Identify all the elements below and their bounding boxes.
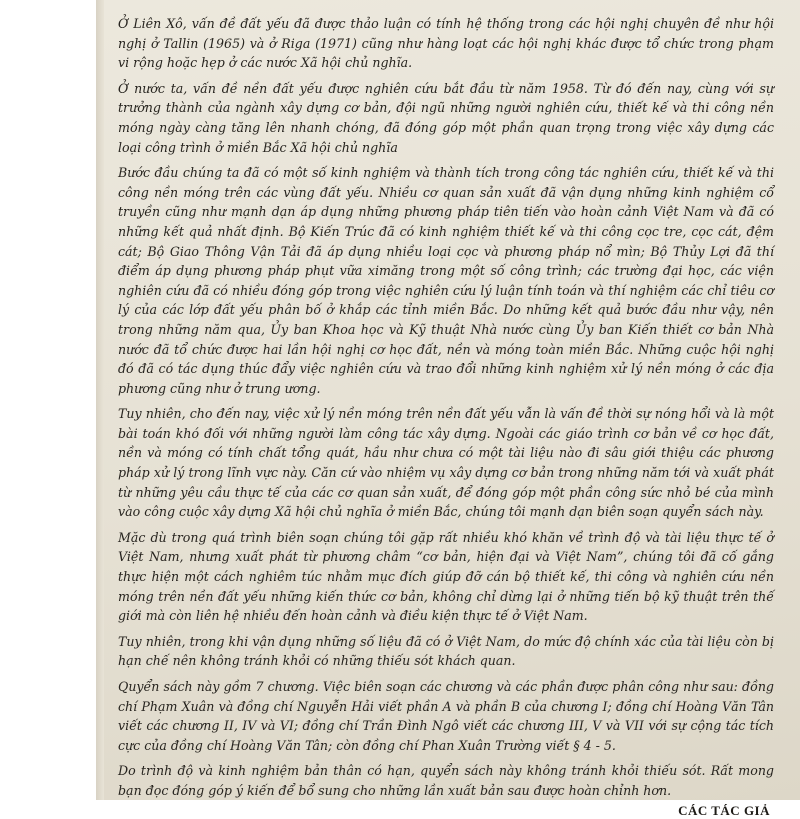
authors-signature: CÁC TÁC GIẢ — [678, 802, 770, 818]
paragraph-data-limitations: Tuy nhiên, trong khi vận dụng những số liệu đã có ở Việt Nam, do mức độ chính xác của tài liệu còn bị hạn chế nên không tránh khỏi có những thiếu sót khách quan. — [118, 633, 774, 669]
paragraph-chapter-authors: Quyển sách này gồm 7 chương. Việc biên soạn các chương và các phần được phân công như sau: đồng chí Phạm Xuân và đồng chí Nguyễn Hải viết phần A và phần B của chương I; đồng chí Hoàng Văn Tân viết các chương II, IV và VI; đồng chí Trần Đình Ngô viết các chương III, V và VII với sự cộng tác tích cực của đồng chí Hoàng Văn Tân; còn đồng chí Phan Xuân Trường viết § 4 - 5. — [118, 679, 774, 753]
background-margin — [0, 0, 96, 800]
book-page — [104, 0, 800, 818]
paragraph-current-problem: Tuy nhiên, cho đến nay, việc xử lý nền móng trên nền đất yếu vẫn là vấn đề thời sự nóng hổi và là một bài toán khó đối với những người làm công tác xây dựng. Ngoài các giáo trình cơ bản về cơ học đất, nền và móng có tính chất tổng quát, hầu như chưa có một tài liệu nào đi sâu giới thiệu các phương pháp xử lý trong lĩnh vực này. Căn cứ vào nhiệm vụ xây dựng cơ bản trong những năm tới và xuất phát từ những yêu cầu thực tế của các cơ quan sản xuất, để đóng góp một phần công sức nhỏ bé của mình vào công cuộc xây dựng Xã hội chủ nghĩa ở miền Bắc, chúng tôi mạnh dạn biên soạn quyển sách này. — [118, 406, 774, 520]
paragraph-initial-experience: Bước đầu chúng ta đã có một số kinh nghiệm và thành tích trong công tác nghiên cứu, thiết kế và thi công nền móng trên các vùng đất yếu. Nhiều cơ quan sản xuất đã vận dụng những kinh nghiệm cổ truyền cũng như mạnh dạn áp dụng những phương pháp tiên tiến vào hoàn cảnh Việt Nam và đã có những kết quả nhất định. Bộ Kiến Trúc đã có kinh nghiệm thiết kế và thi công cọc tre, cọc cát, đệm cát; Bộ Giao Thông Vận Tải đã áp dụng nhiều loại cọc và phương pháp nổ mìn; Bộ Thủy Lợi đã thí điểm áp dụng phương pháp phụt vữa ximăng trong một số công trình; các trường đại học, các viện nghiên cứu đã có nhiều đóng góp trong việc nghiên cứu lý luận tính toán và thí nghiệm các chỉ tiêu cơ lý của các lớp đất yếu phân bố ở khắp các tỉnh miền Bắc. Do những kết quả bước đầu như vậy, nên trong những năm qua, Ủy ban Khoa học và Kỹ thuật Nhà nước cùng Ủy ban Kiến thiết cơ bản Nhà nước đã tổ chức được hai lần hội nghị cơ học đất, nền và móng toàn miền Bắc. Những cuộc hội nghị đó đã có tác dụng thúc đẩy việc nghiên cứu và trao đổi những kinh nghiệm xử lý nền móng ở các địa phương cũng như ở trung ương. — [118, 165, 774, 396]
paragraph-closing-request: Do trình độ và kinh nghiệm bản thân có hạn, quyển sách này không tránh khỏi thiếu sót. Rất mong bạn đọc đóng góp ý kiến để bổ sung cho những lần xuất bản sau được hoàn chỉnh hơn. — [118, 763, 774, 798]
paragraph-soviet-conferences: Ở Liên Xô, vấn đề đất yếu đã được thảo luận có tính hệ thống trong các hội nghị chuyên đề như hội nghị ở Tallin (1965) và ở Riga (1971) cũng như hàng loạt các hội nghị khác được tổ chức trong phạm vi rộng hoặc hẹp ở các nước Xã hội chủ nghĩa. — [118, 16, 774, 71]
paragraph-research-since-1958: Ở nước ta, vấn đề nền đất yếu được nghiên cứu bắt đầu từ năm 1958. Từ đó đến nay, cùng với sự trưởng thành của ngành xây dựng cơ bản, đội ngũ những người nghiên cứu, thiết kế và thi công nền móng ngày càng tăng lên nhanh chóng, đã đóng góp một phần quan trọng trong việc xây dựng các loại công trình ở miền Bắc Xã hội chủ nghĩa — [118, 80, 774, 155]
paragraph-compilation-difficulties: Mặc dù trong quá trình biên soạn chúng tôi gặp rất nhiều khó khăn về trình độ và tài liệu thực tế ở Việt Nam, nhưng xuất phát từ phương châm “cơ bản, hiện đại và Việt Nam”, chúng tôi đã cố gắng thực hiện một cách nghiêm túc nhằm mục đích giúp đỡ cán bộ thiết kế, thi công và nghiên cứu nền móng trên nền đất yếu những kiến thức cơ bản, không chỉ dừng lại ở những tiến bộ kỹ thuật trên thế giới mà còn liên hệ nhiều đến hoàn cảnh và điều kiện thực tế ở Việt Nam. — [118, 529, 774, 624]
